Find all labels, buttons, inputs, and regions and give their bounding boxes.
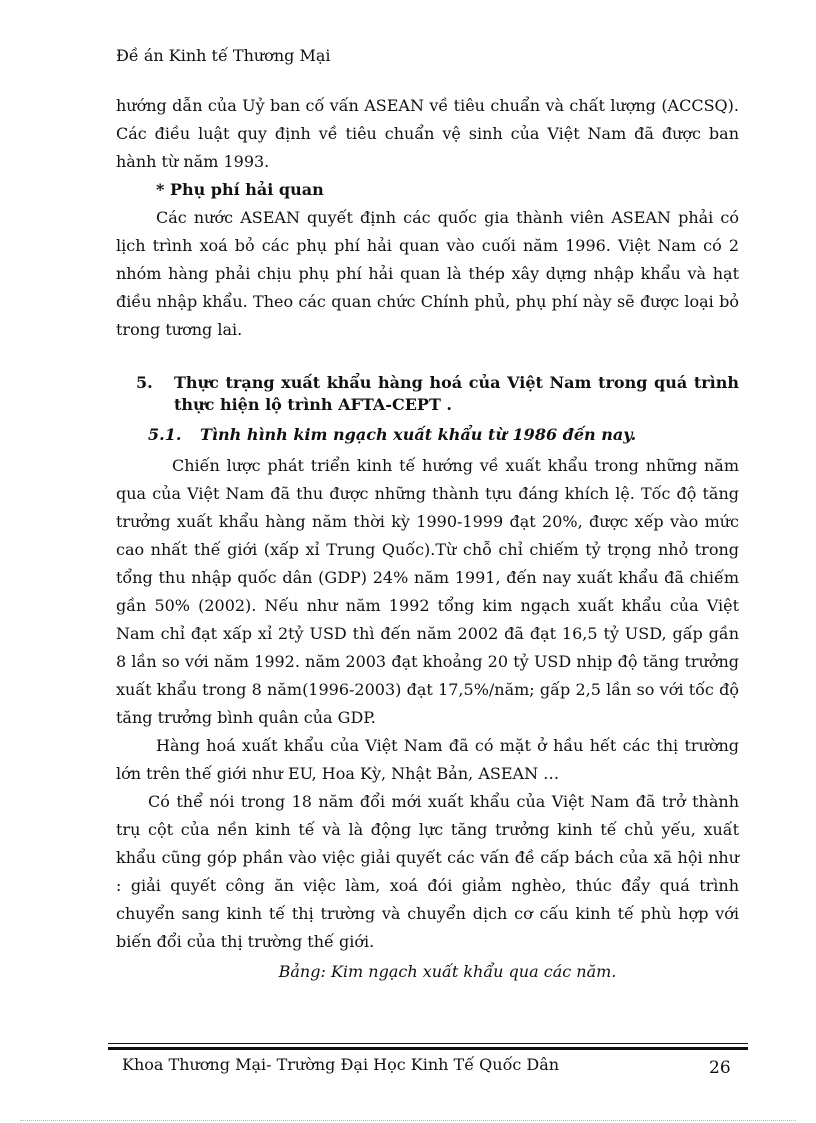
paragraph-customs-surcharge: Các nước ASEAN quyết định các quốc gia thành viên ASEAN phải có lịch trình xoá bỏ các phụ phí hải quan vào cuối năm 1996. Việt Nam có 2 nhóm hàng phải chịu phụ phí hải quan là thép xây dựng nhập khẩu và hạt điều nhập khẩu. Theo các quan chức Chính phủ, phụ phí này sẽ được loại bỏ trong tương lai. [116,208,739,339]
subheading-customs-surcharge: * Phụ phí hải quan [156,180,324,199]
table-caption: Bảng: Kim ngạch xuất khẩu qua các năm. [278,962,617,981]
subsection-number: 5.1. [148,425,182,444]
page-bottom-divider [20,1120,796,1121]
paragraph-export-role: Có thể nói trong 18 năm đổi mới xuất khẩu của Việt Nam đã trở thành trụ cột của nền kinh tế và là động lực tăng trưởng kinh tế chủ yếu, xuất khẩu cũng góp phần vào việc giải quyết các vấn đề cấp bách của xã hội như : giải quyết công ăn việc làm, xoá đói giảm nghèo, thúc đẩy quá trình chuyển sang kinh tế thị trường và chuyển dịch cơ cấu kinh tế phù hợp với biến đổi của thị trường thế giới. [116,792,739,951]
paragraph-export-markets: Hàng hoá xuất khẩu của Việt Nam đã có mặt ở hầu hết các thị trường lớn trên thế giới như EU, Hoa Kỳ, Nhật Bản, ASEAN … [116,736,739,783]
paragraph-export-strategy: Chiến lược phát triển kinh tế hướng về xuất khẩu trong những năm qua của Việt Nam đã thu được những thành tựu đáng khích lệ. Tốc độ tăng trưởng xuất khẩu hàng năm thời kỳ 1990-1999 đạt 20%, được xếp vào mức cao nhất thế giới (xấp xỉ Trung Quốc).Từ chỗ chỉ chiếm tỷ trọng nhỏ trong tổng thu nhập quốc dân (GDP) 24% năm 1991, đến nay xuất khẩu đã chiếm gần 50% (2002). Nếu như năm 1992 tổng kim ngạch xuất khẩu của Việt Nam chỉ đạt xấp xỉ 2tỷ USD thì đến năm 2002 đã đạt 16,5 tỷ USD, gấp gần 8 lần so với năm 1992. năm 2003 đạt khoảng 20 tỷ USD nhịp độ tăng trưởng xuất khẩu trong 8 năm(1996-2003) đạt 17,5%/năm; gấp 2,5 lần so với tốc độ tăng trưởng bình quân của GDP. [116,456,739,727]
section-title: Thực trạng xuất khẩu hàng hoá của Việt Nam trong quá trình thực hiện lộ trình AFTA-CEPT . [174,373,739,414]
section-heading [116,372,739,416]
footer-text: Khoa Thương Mại- Trường Đại Học Kinh Tế Quốc Dân [122,1055,560,1074]
page-header: Đề án Kinh tế Thương Mại [116,46,331,65]
footer-rule-thick [108,1047,748,1050]
section-number: 5. [136,373,153,392]
page-number: 26 [709,1058,731,1078]
subsection-title: Tình hình kim ngạch xuất khẩu từ 1986 đến nay. [200,425,637,444]
subsection-heading [116,422,739,448]
paragraph-accsq: hướng dẫn của Uỷ ban cố vấn ASEAN về tiêu chuẩn và chất lượng (ACCSQ). Các điều luật quy định về tiêu chuẩn vệ sinh của Việt Nam đã được ban hành từ năm 1993. [116,96,739,171]
page-content [116,92,739,986]
footer-rule-thin [108,1043,748,1044]
